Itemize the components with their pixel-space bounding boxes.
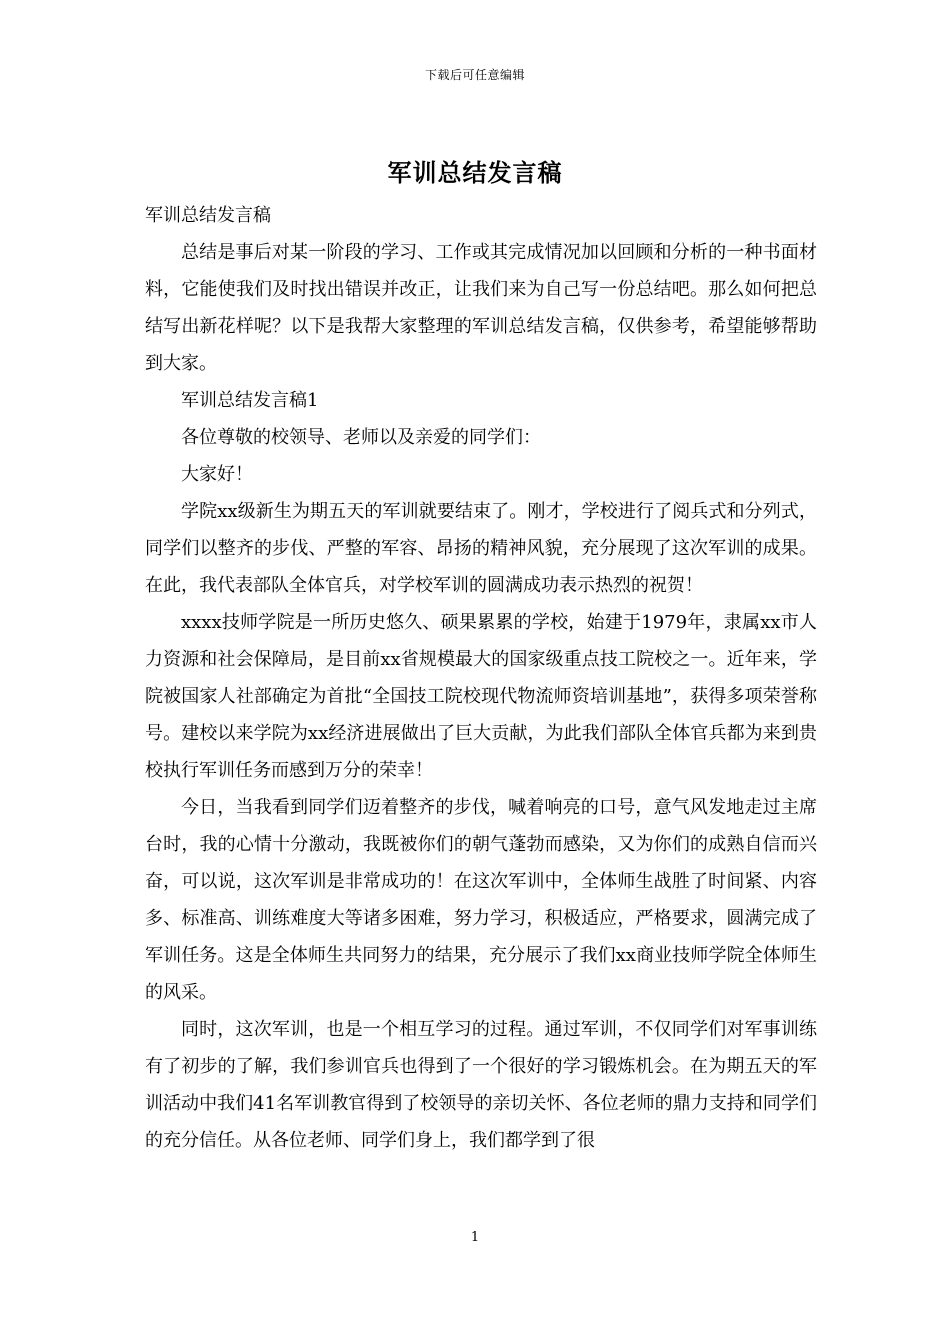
paragraph-body: 学院xx级新生为期五天的军训就要结束了。刚才，学校进行了阅兵式和分列式，同学们以整齐的步伐、严整的军容、昂扬的精神风貌，充分展现了这次军训的成果。在此，我代表部队全体官兵，对学校军训的圆满成功表示热烈的祝贺！ [145, 501, 817, 596]
page-number: 1 [470, 1230, 480, 1245]
paragraph-section-heading: 军训总结发言稿1 [181, 390, 319, 411]
paragraph-body: xxxx技师学院是一所历史悠久、硕果累累的学校，始建于1979年，隶属xx市人力资源和社会保障局，是目前xx省规模最大的国家级重点技工院校之一。近年来，学院被国家人社部确定为首批“全国技工院校现代物流师资培训基地”，获得多项荣誉称号。建校以来学院为xx经济进展做出了巨大贡献，为此我们部队全体官兵都为来到贵校执行军训任务而感到万分的荣幸！ [145, 612, 817, 781]
paragraph-body: 今日，当我看到同学们迈着整齐的步伐，喊着响亮的口号，意气风发地走过主席台时，我的心情十分激动，我既被你们的朝气蓬勃而感染，又为你们的成熟自信而兴奋，可以说，这次军训是非常成功的！在这次军训中，全体师生战胜了时间紧、内容多、标准高、训练难度大等诸多困难，努力学习，积极适应，严格要求，圆满完成了军训任务。这是全体师生共同努力的结果，充分展示了我们xx商业技师学院全体师生的风采。 [145, 797, 817, 1003]
document-body [145, 197, 817, 1159]
document-title: 军训总结发言稿 [387, 158, 563, 187]
paragraph-salutation: 各位尊敬的校领导、老师以及亲爱的同学们： [181, 427, 541, 448]
paragraph-intro: 总结是事后对某一阶段的学习、工作或其完成情况加以回顾和分析的一种书面材料，它能使我们及时找出错误并改正，让我们来为自己写一份总结吧。那么如何把总结写出新花样呢？以下是我帮大家整理的军训总结发言稿，仅供参考，希望能够帮助到大家。 [145, 242, 817, 374]
paragraph-greeting: 大家好！ [181, 464, 253, 485]
paragraph-subtitle: 军训总结发言稿 [145, 205, 271, 226]
paragraph-body: 同时，这次军训，也是一个相互学习的过程。通过军训，不仅同学们对军事训练有了初步的了解，我们参训官兵也得到了一个很好的学习锻炼机会。在为期五天的军训活动中我们41名军训教官得到了校领导的亲切关怀、各位老师的鼎力支持和同学们的充分信任。从各位老师、同学们身上，我们都学到了很 [145, 1019, 817, 1151]
header-note: 下载后可任意编辑 [424, 68, 525, 82]
